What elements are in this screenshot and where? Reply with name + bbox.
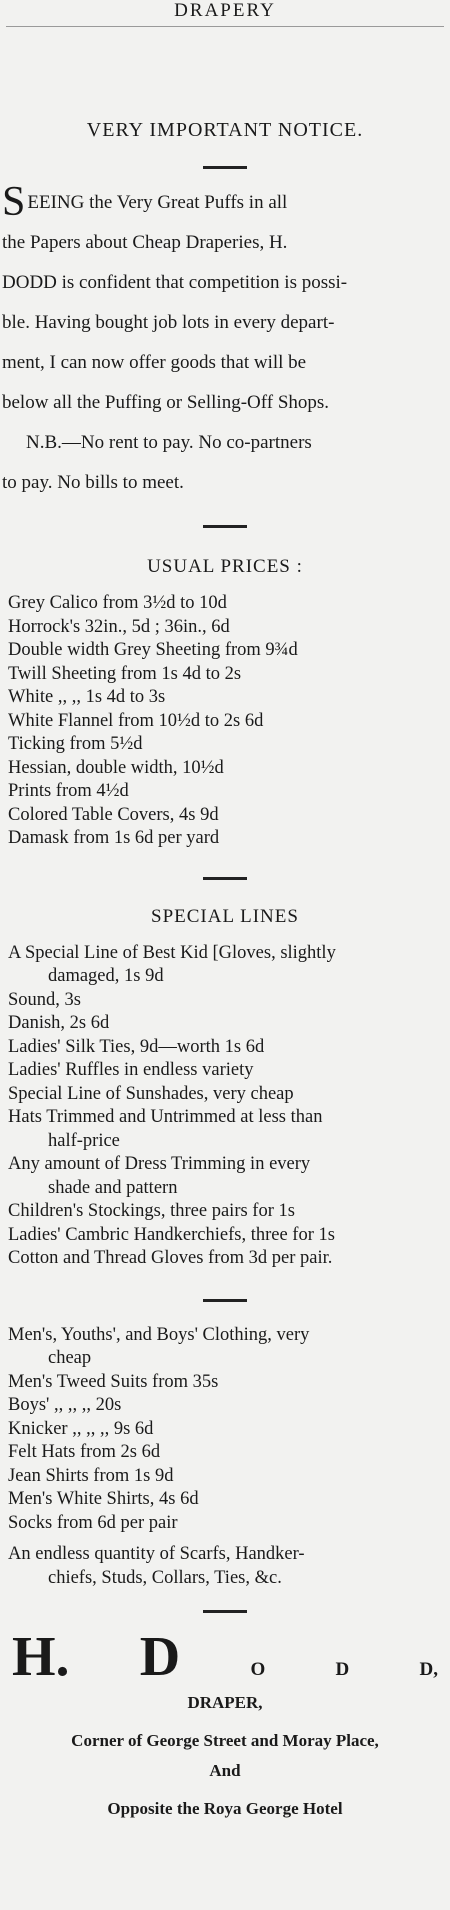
list-item: Socks from 6d per pair: [8, 1512, 178, 1533]
divider: [203, 877, 247, 880]
list-item: Ticking from 5½d: [8, 734, 143, 754]
list-item: Special Line of Sunshades, very cheap: [8, 1083, 294, 1104]
notice-line: the Papers about Cheap Draperies, H.: [2, 232, 288, 253]
merchant-opposite: Opposite the Roya George Hotel: [107, 1799, 343, 1818]
list-item: Men's White Shirts, 4s 6d: [8, 1489, 199, 1509]
nb-line: N.B.—No rent to pay. No co-partners: [26, 432, 312, 453]
notice-line: ment, I can now offer goods that will be: [2, 352, 307, 373]
list-item-continuation: chiefs, Studs, Collars, Ties, &c.: [48, 1567, 282, 1588]
list-item-continuation: damaged, 1s 9d: [48, 966, 164, 986]
special-lines-heading: SPECIAL LINES: [151, 905, 299, 927]
divider: [203, 166, 247, 169]
list-item: Men's Tweed Suits from 35s: [8, 1371, 219, 1392]
list-item: Twill Sheeting from 1s 4d to 2s: [8, 663, 242, 684]
list-item: Children's Stockings, three pairs for 1s: [8, 1201, 295, 1221]
list-item-continuation: half-price: [48, 1130, 120, 1151]
notice-line: SEEING the Very Great Puffs in all: [2, 179, 288, 225]
clothing-list: [0, 1324, 450, 1591]
list-item: Jean Shirts from 1s 9d: [8, 1465, 174, 1486]
section-header: DRAPERY: [6, 0, 444, 27]
list-item: Cotton and Thread Gloves from 3d per pair.: [8, 1248, 333, 1268]
merchant-name: [0, 1625, 450, 1689]
divider: [203, 1610, 247, 1613]
list-item: Men's, Youths', and Boys' Clothing, very: [8, 1324, 310, 1345]
notice-line: ble. Having bought job lots in every depart-: [2, 312, 335, 333]
list-item: Prints from 4½d: [8, 781, 129, 801]
divider: [203, 1299, 247, 1302]
list-item-continuation: shade and pattern: [48, 1177, 178, 1198]
list-item: Colored Table Covers, 4s 9d: [8, 804, 219, 825]
list-item: Felt Hats from 2s 6d: [8, 1442, 161, 1462]
merchant-address: Corner of George Street and Moray Place,: [71, 1731, 379, 1750]
list-item: White ,, ,, 1s 4d to 3s: [8, 687, 166, 707]
list-item: Boys' ,, ,, ,, 20s: [8, 1395, 122, 1415]
name-letter: D,: [419, 1659, 438, 1680]
list-item: White Flannel from 10½d to 2s 6d: [8, 710, 264, 731]
list-item: A Special Line of Best Kid [Gloves, slightly: [8, 942, 336, 963]
address-and: And: [209, 1761, 241, 1780]
list-item: Danish, 2s 6d: [8, 1013, 110, 1033]
divider: [203, 525, 247, 528]
name-letter: O: [250, 1659, 266, 1680]
notice-title: VERY IMPORTANT NOTICE.: [86, 119, 364, 141]
name-letter: D: [335, 1659, 350, 1680]
list-item: Ladies' Silk Ties, 9d—worth 1s 6d: [8, 1036, 265, 1057]
list-item: Damask from 1s 6d per yard: [8, 828, 220, 848]
notice-line: DODD is confident that competition is possi-: [2, 272, 348, 293]
list-item: An endless quantity of Scarfs, Handker-: [8, 1544, 305, 1564]
list-item-continuation: cheap: [48, 1348, 92, 1368]
usual-prices-list: [0, 592, 450, 851]
list-item: Horrock's 32in., 5d ; 36in., 6d: [8, 616, 230, 637]
list-item: Hats Trimmed and Untrimmed at less than: [8, 1107, 323, 1127]
list-item: Knicker ,, ,, ,, 9s 6d: [8, 1418, 154, 1439]
special-lines-list: [0, 942, 450, 1271]
nb-line: to pay. No bills to meet.: [2, 472, 184, 493]
notice-line: below all the Puffing or Selling-Off Shops.: [2, 392, 330, 413]
name-initial: H.: [12, 1626, 70, 1688]
list-item: Ladies' Cambric Handkerchiefs, three for 1s: [8, 1224, 335, 1245]
drop-cap: S: [2, 179, 26, 225]
list-item: Hessian, double width, 10½d: [8, 757, 224, 778]
list-item: Grey Calico from 3½d to 10d: [8, 593, 227, 613]
list-item: Ladies' Ruffles in endless variety: [8, 1060, 254, 1080]
merchant-role: DRAPER,: [187, 1693, 263, 1712]
list-item: Any amount of Dress Trimming in every: [8, 1154, 311, 1174]
usual-prices-heading: USUAL PRICES :: [147, 556, 303, 577]
list-item: Sound, 3s: [8, 989, 81, 1010]
list-item: Double width Grey Sheeting from 9¾d: [8, 640, 298, 660]
notice-paragraph: [0, 179, 450, 503]
name-capital: D: [139, 1626, 181, 1688]
